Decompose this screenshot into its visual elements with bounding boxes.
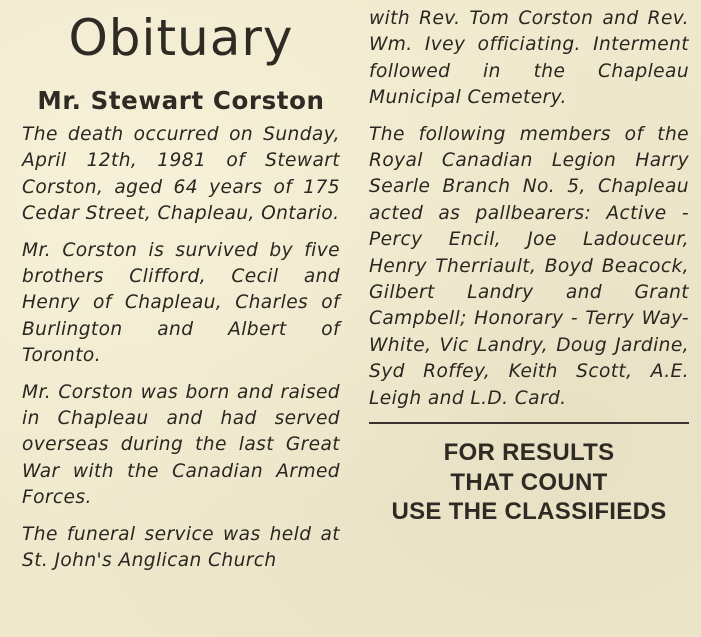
pallbearers-paragraph: The following members of the Royal Canadian Legion Harry Searle Branch No. 5, Chapleau acted as pallbearers: Active - Percy Encil, Joe Ladouceur, Henry Therriault, Boyd Beacock, Gilbert Landry and Grant Campbell; Honorary - Terry Way-White, Vic Landry, Doug Jardine, Syd Roffey, Keith Scott, A.E. Leigh and L.D. Card. xyxy=(369,123,689,409)
survivors-paragraph: Mr. Corston is survived by five brothers Clifford, Cecil and Henry of Chapleau, Charles of Burlington and Albert of Toronto. xyxy=(22,239,340,367)
advert-line-3: USE THE CLASSIFIEDS xyxy=(391,498,667,526)
obituary-right-column xyxy=(369,0,689,527)
advert-line-1: FOR RESULTS xyxy=(443,439,615,467)
obituary-title: Obituary xyxy=(68,9,294,67)
advert-line-2: THAT COUNT xyxy=(450,468,608,496)
classifieds-advert xyxy=(369,438,689,527)
section-divider xyxy=(369,422,689,424)
deceased-name-heading: Mr. Stewart Corston xyxy=(37,86,325,115)
biography-paragraph: Mr. Corston was born and raised in Chapleau and had served overseas during the last Great War with the Canadian Armed Forces. xyxy=(22,381,340,509)
funeral-paragraph-start: The funeral service was held at St. John's Anglican Church xyxy=(22,523,340,572)
funeral-paragraph-continued: with Rev. Tom Corston and Rev. Wm. Ivey officiating. Interment followed in the Chapleau Municipal Cemetery. xyxy=(369,8,689,109)
death-notice-paragraph: The death occurred on Sunday, April 12th, 1981 of Stewart Corston, aged 64 years of 175 Cedar Street, Chapleau, Ontario. xyxy=(22,124,340,225)
obituary-left-column xyxy=(22,0,340,585)
